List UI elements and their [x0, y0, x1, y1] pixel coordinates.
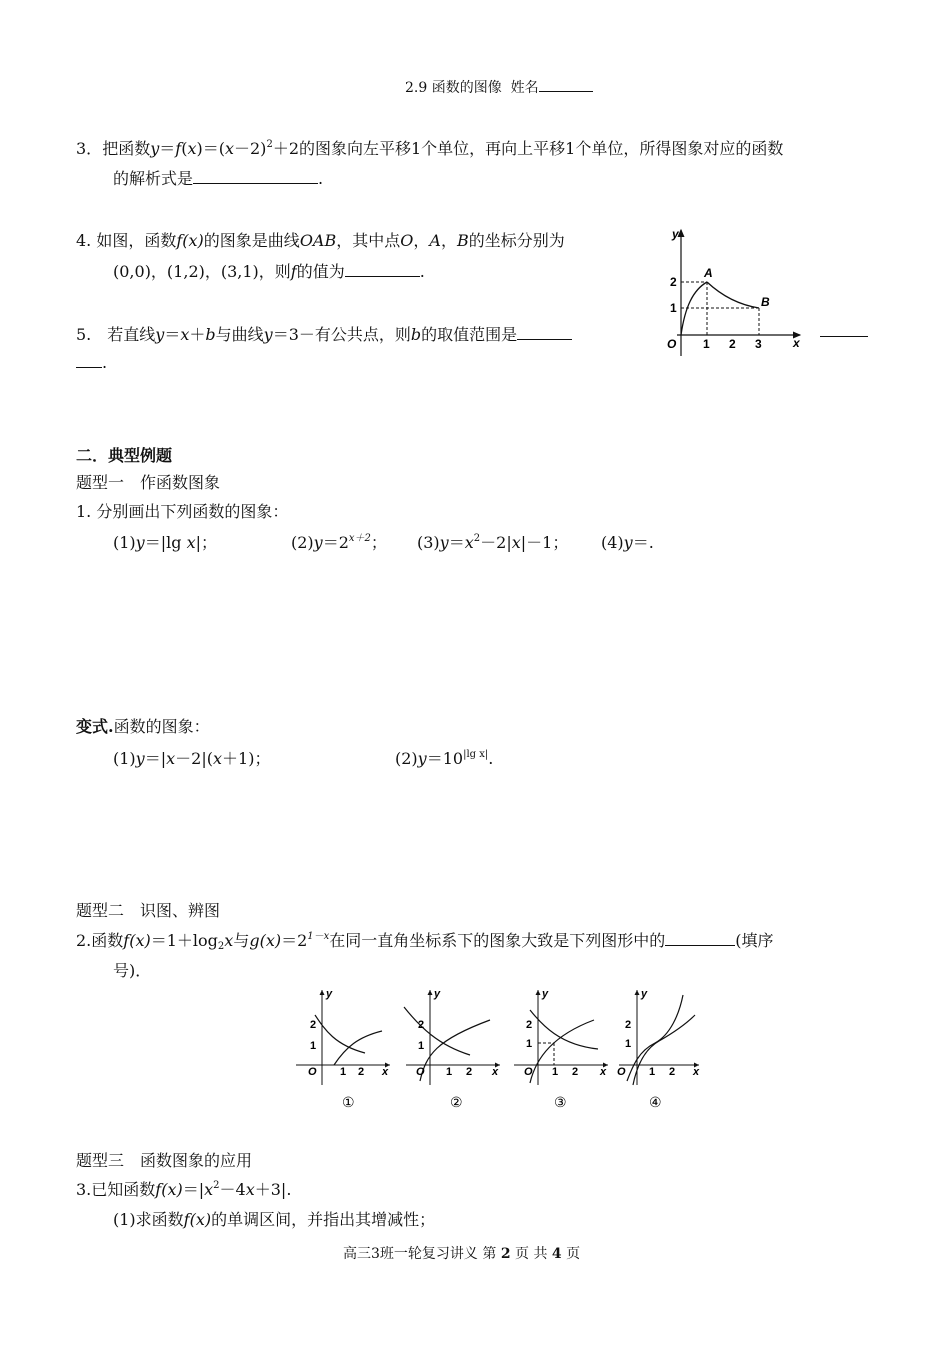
- x-tick-1: 1: [703, 337, 710, 351]
- x-tick-2: 2: [729, 337, 736, 351]
- variant-item-1: (1)y＝|x－2|(x＋1)；: [113, 749, 271, 768]
- question-4-line2: (0,0)，(1,2)，(3,1)，则f的值为 .: [113, 262, 425, 281]
- x-tick-3: 3: [755, 337, 762, 351]
- svg-text:2: 2: [358, 1066, 365, 1078]
- answer-blank-q3[interactable]: [193, 171, 318, 184]
- type-3-heading: 题型三 函数图象的应用: [76, 1151, 253, 1170]
- example-1-items: [113, 530, 713, 553]
- svg-text:1: 1: [310, 1040, 317, 1052]
- option-graph-3: [514, 988, 608, 1110]
- point-a-label: A: [704, 266, 713, 280]
- svg-text:y: y: [326, 988, 333, 1000]
- svg-text:y: y: [434, 988, 441, 1000]
- type-2-question-line2: 号)．: [113, 961, 152, 980]
- svg-text:O: O: [617, 1066, 626, 1078]
- caption-1: ①: [342, 1094, 355, 1110]
- option-graph-2: [404, 988, 500, 1110]
- svg-text:1: 1: [446, 1066, 453, 1078]
- graph-oab: [655, 222, 810, 360]
- svg-text:O: O: [308, 1066, 317, 1078]
- option-graph-4: [617, 988, 700, 1110]
- point-b-label: B: [761, 295, 770, 309]
- svg-text:1: 1: [552, 1066, 559, 1078]
- page-title: 2.9 函数的图像: [405, 80, 502, 96]
- question-3: 3．把函数$y=f(x)=(x-2)^2+2$的图象向左平移1个单位，再向上平移1个单位，所得图象对应的函数: [76, 139, 784, 158]
- item-1: (1)y＝|lg x|；: [113, 533, 217, 552]
- question-4: 4. 如图，函数f(x)的图象是曲线OAB，其中点O，A，B的坐标分别为: [76, 231, 565, 250]
- caption-4: ④: [649, 1094, 662, 1110]
- svg-text:2: 2: [466, 1066, 473, 1078]
- answer-blank-q5[interactable]: [517, 327, 572, 340]
- origin-label: O: [667, 337, 677, 351]
- svg-text:1: 1: [418, 1040, 425, 1052]
- page-header: [405, 77, 593, 97]
- answer-blank-type2[interactable]: [665, 933, 735, 946]
- svg-text:x: x: [382, 1066, 389, 1078]
- svg-text:2: 2: [572, 1066, 579, 1078]
- item-4: (4)y＝.: [601, 533, 654, 552]
- svg-text:O: O: [416, 1066, 425, 1078]
- variant-items: [113, 746, 613, 769]
- svg-text:1: 1: [526, 1038, 533, 1050]
- caption-3: ③: [554, 1094, 567, 1110]
- graph-options: [290, 985, 710, 1115]
- svg-text:2: 2: [625, 1019, 632, 1031]
- y-tick-2: 2: [670, 275, 677, 289]
- y-axis-label: y: [672, 227, 679, 241]
- item-2: $(2)y=2^{x+2}$；: [291, 533, 387, 552]
- type-1-heading: 题型一 作函数图象: [76, 473, 221, 492]
- page-footer: 高三3班一轮复习讲义 第 2 页 共 4 页: [343, 1246, 581, 1262]
- x-axis-label: x: [793, 336, 800, 350]
- svg-text:O: O: [524, 1066, 533, 1078]
- question-3-line2: 的解析式是 .: [113, 169, 324, 188]
- option-graph-1: [296, 988, 390, 1110]
- answer-blank-q4[interactable]: [345, 264, 420, 277]
- svg-text:1: 1: [625, 1038, 632, 1050]
- svg-text:y: y: [641, 988, 648, 1000]
- answer-blank-q5-tail: [820, 322, 868, 341]
- type-3-question: 3.已知函数$f(x)=|x^2-4x+3|$.: [76, 1180, 292, 1199]
- type-3-sub1: (1)求函数f(x)的单调区间，并指出其增减性；: [113, 1210, 436, 1229]
- example-1: 1. 分别画出下列函数的图象：: [76, 502, 289, 521]
- svg-text:2: 2: [669, 1066, 676, 1078]
- question-5: 5. 若直线y＝x＋b与曲线y＝3－有公共点，则b的取值范围是: [76, 322, 572, 345]
- svg-text:y: y: [542, 988, 549, 1000]
- name-label: 姓名: [510, 80, 539, 96]
- y-tick-1: 1: [670, 301, 677, 315]
- svg-text:x: x: [693, 1066, 700, 1078]
- type-2-question: 2.函数$f(x)=1+\log_2x$与$g(x)=2^{1-x}$在同一直角坐标系下的图象大致是下列图形中的 (填序: [76, 931, 774, 952]
- name-blank: [539, 79, 593, 92]
- section-heading: 二．典型例题: [76, 446, 173, 465]
- variant-item-2: $(2)y=10^{|lg x|}$.: [395, 749, 494, 768]
- svg-text:x: x: [600, 1066, 607, 1078]
- question-5-line2: .: [76, 353, 107, 372]
- caption-2: ②: [450, 1094, 463, 1110]
- variant: 变式.函数的图象：: [76, 717, 210, 736]
- svg-text:2: 2: [310, 1019, 317, 1031]
- type-2-heading: 题型二 识图、辨图: [76, 901, 221, 920]
- svg-text:1: 1: [340, 1066, 347, 1078]
- item-3: $(3)y=x^2-2|x|-1$；: [417, 533, 569, 552]
- svg-text:x: x: [492, 1066, 499, 1078]
- svg-text:2: 2: [418, 1019, 425, 1031]
- svg-text:1: 1: [649, 1066, 656, 1078]
- curve-ab: [707, 282, 759, 308]
- svg-text:2: 2: [526, 1019, 533, 1031]
